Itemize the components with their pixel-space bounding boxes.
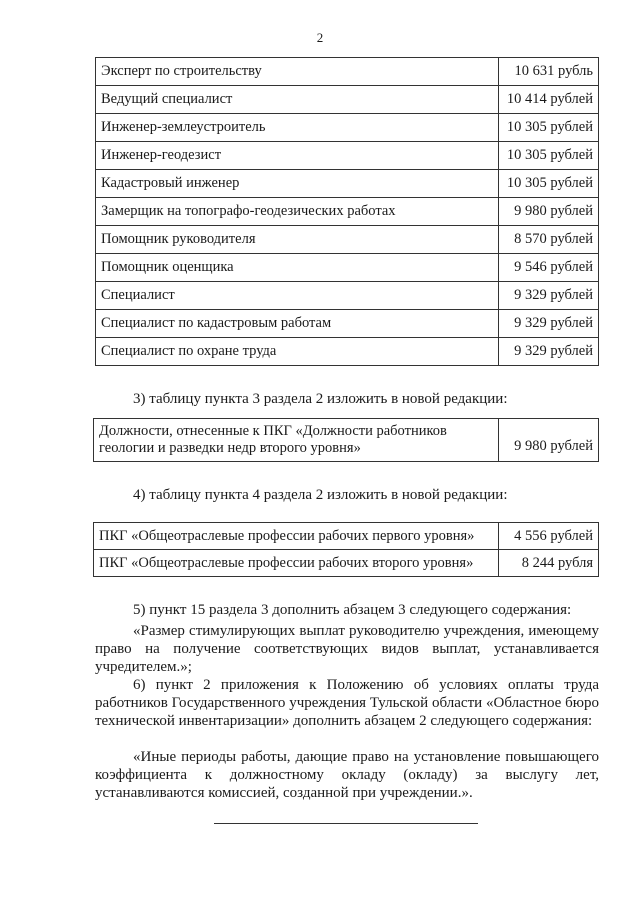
salary-cell: 10 631 рубль <box>499 58 599 86</box>
position-cell: Специалист <box>96 282 499 310</box>
item-5-text: 5) пункт 15 раздела 3 дополнить абзацем 3 следующего содержания: <box>133 602 572 618</box>
position-cell: Ведущий специалист <box>96 86 499 114</box>
position-cell: Специалист по кадастровым работам <box>96 310 499 338</box>
table-row <box>96 58 599 86</box>
table-row <box>96 338 599 366</box>
item-3-text: 3) таблицу пункта 3 раздела 2 изложить в новой редакции: <box>133 391 508 407</box>
item-4-text: 4) таблицу пункта 4 раздела 2 изложить в новой редакции: <box>133 487 508 503</box>
salary-cell: 9 329 рублей <box>499 310 599 338</box>
position-cell: Замерщик на топографо-геодезических работах <box>96 198 499 226</box>
position-cell: Кадастровый инженер <box>96 170 499 198</box>
position-cell: ПКГ «Общеотраслевые профессии рабочих первого уровня» <box>94 523 499 550</box>
salary-cell: 4 556 рублей <box>499 523 599 550</box>
table-row <box>96 170 599 198</box>
position-cell: Инженер-геодезист <box>96 142 499 170</box>
position-cell: ПКГ «Общеотраслевые профессии рабочих второго уровня» <box>94 550 499 577</box>
workers-table <box>93 522 599 577</box>
salary-cell: 10 305 рублей <box>499 170 599 198</box>
table-row <box>96 254 599 282</box>
table-row <box>96 142 599 170</box>
table-row <box>96 86 599 114</box>
table-row <box>96 198 599 226</box>
position-cell: Должности, отнесенные к ПКГ «Должности работников геологии и разведки недр второго уровня» <box>94 419 499 462</box>
table-row <box>96 282 599 310</box>
salary-table <box>95 57 599 366</box>
item-6-text: 6) пункт 2 приложения к Положению об условиях оплаты труда работников Государственного учреждения Тульской области «Областное бюро технической инвентаризации» дополнить абзацем 2 следующего содержания: <box>95 677 599 729</box>
salary-cell: 9 329 рублей <box>499 338 599 366</box>
table-row <box>96 226 599 254</box>
salary-cell: 9 329 рублей <box>499 282 599 310</box>
position-cell: Инженер-землеустроитель <box>96 114 499 142</box>
salary-cell: 9 980 рублей <box>499 419 599 462</box>
table-row <box>94 523 599 550</box>
table-row <box>94 550 599 577</box>
position-cell: Специалист по охране труда <box>96 338 499 366</box>
table-row <box>94 419 599 462</box>
salary-cell: 10 414 рублей <box>499 86 599 114</box>
position-cell: Эксперт по строительству <box>96 58 499 86</box>
salary-cell: 10 305 рублей <box>499 142 599 170</box>
geology-table <box>93 418 599 462</box>
item-6-quote: «Иные периоды работы, дающие право на установление повышающего коэффициента к должностному окладу (окладу) за выслугу лет, устанавливаются комиссией, созданной при учреждении.». <box>95 749 599 801</box>
salary-cell: 9 546 рублей <box>499 254 599 282</box>
salary-cell: 9 980 рублей <box>499 198 599 226</box>
position-cell: Помощник оценщика <box>96 254 499 282</box>
end-rule <box>214 823 478 824</box>
table-row <box>96 114 599 142</box>
salary-cell: 8 570 рублей <box>499 226 599 254</box>
salary-cell: 8 244 рубля <box>499 550 599 577</box>
page-number: 2 <box>316 30 324 45</box>
table-row <box>96 310 599 338</box>
position-cell: Помощник руководителя <box>96 226 499 254</box>
salary-cell: 10 305 рублей <box>499 114 599 142</box>
item-5-quote: «Размер стимулирующих выплат руководителю учреждения, имеющему право на получение соответствующих видов выплат, устанавливается учредителем.»; <box>95 623 599 675</box>
